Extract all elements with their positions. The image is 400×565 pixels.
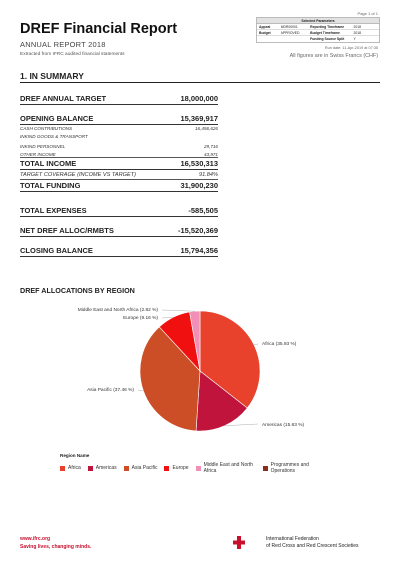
page-number: Page 1 of 1 [357,11,378,16]
extract-note: Extracted from IFRC audited financial statements [20,52,125,57]
param-key [257,36,281,42]
footer-slogan: Saving lives, changing minds. [20,544,92,550]
legend-swatch [263,466,268,471]
section-title: 1. IN SUMMARY [20,71,84,81]
pie-data-label: Asia Pacific (37.46 %) [87,388,134,393]
legend-swatch [88,466,93,471]
region-pie-chart [0,295,400,445]
legend-label: Asia Pacific [131,465,158,471]
org-name-line1: International Federation [266,536,319,542]
legend-swatch [60,466,65,471]
legend-item-asia-pacific [124,465,158,471]
row-label: OTHER INCOME [20,151,56,157]
legend-label: Americas [95,465,117,471]
row-label: INKIND GOODS & TRANSPORT [20,133,88,139]
param-value: 2018 [353,31,361,35]
row-value: -15,520,369 [177,226,218,235]
run-date: Run date: 11-Apr-2019 at 07:35 [324,46,378,50]
net-dref-row [20,225,218,237]
opening-balance-row [20,113,218,125]
row-label: OPENING BALANCE [20,114,94,123]
row-value: 91.84% [199,172,218,178]
param-value: Y [353,37,356,41]
row-label: INKIND PERSONNEL [20,144,66,149]
closing-balance-block [20,245,218,257]
row-value: 18,000,000 [180,94,218,103]
chart-title: DREF ALLOCATIONS BY REGION [20,286,135,295]
legend-title: Region Name [60,453,90,458]
pie-data-label: Americas (15.63 %) [262,423,305,428]
report-title: DREF Financial Report [20,21,178,37]
row-value: 16,530,313 [180,159,218,168]
param-value [281,36,311,42]
legend-swatch [164,466,169,471]
param-value: 2018 [353,25,361,29]
row-label: DREF ANNUAL TARGET [20,94,107,103]
param-key: Funding Source Split [310,37,345,41]
row-label: TOTAL EXPENSES [20,206,87,215]
pie-data-label: Middle East and North Africa (2.82 %) [77,308,158,313]
row-label: TARGET COVERAGE (INCOME VS TARGET) [20,172,137,178]
total-expenses-row [20,205,218,217]
pie-leader-line [254,344,258,345]
legend-label: Programmes and Operations [270,462,309,474]
legend-item-middle-east-and-north-africa [196,462,256,474]
net-dref-block [20,225,218,237]
param-key: Budget [259,31,271,35]
param-key: Budget Timeframe [310,31,340,35]
footer-url[interactable]: www.ifrc.org [20,536,51,542]
section-divider [20,82,380,83]
legend-label: Africa [68,465,81,471]
other-income-row [20,151,218,159]
cash-contributions-row [20,125,218,133]
pie-data-label: Europe (9.16 %) [123,316,158,321]
inkind-personnel-row [20,143,218,151]
row-label: TOTAL INCOME [20,159,77,168]
target-coverage-row [20,170,218,180]
expenses-block [20,205,218,217]
row-value: 15,794,356 [180,246,218,255]
param-row [257,36,379,42]
closing-balance-row [20,245,218,257]
param-key: Appeal [259,25,271,29]
annual-target-row [20,93,218,105]
legend-item-africa [60,465,81,471]
total-income-row [20,158,218,170]
row-value: 15,369,917 [180,114,218,123]
legend-item-americas [88,465,117,471]
legend-swatch [124,466,129,471]
currency-note: All figures are in Swiss Francs (CHF) [289,53,378,59]
legend-item-programmes-and-operations [263,462,323,474]
org-name-line2: of Red Cross and Red Crescent Societies [266,543,359,549]
row-label: NET DREF ALLOC/RMBTS [20,226,114,235]
legend-label: Europe [172,465,189,471]
row-value: 43,971 [203,151,218,157]
pie-leader-line [162,310,195,311]
legend-label: Middle East and North Africa [203,462,254,474]
chart-legend [60,462,330,474]
row-value: 29,716 [203,144,218,149]
param-value: MDR00001 [280,25,298,29]
param-key: Reporting Timeframe [310,25,345,29]
row-label: TOTAL FUNDING [20,181,81,190]
pie-leader-line [224,424,258,426]
legend-swatch [196,466,201,471]
row-label: CASH CONTRIBUTIONS [20,126,73,131]
row-value: 31,900,230 [180,181,218,190]
footer-organization [266,536,359,550]
row-label: CLOSING BALANCE [20,246,93,255]
param-value: APPROVED [280,31,300,35]
income-block [20,113,218,192]
ifrc-logo [232,534,264,551]
pie-data-label: Africa (35.93 %) [262,342,297,347]
inkind-goods-row [20,133,218,141]
pie-leader-line [138,390,143,391]
selected-parameters-table [256,17,380,43]
row-value: 16,456,626 [195,126,218,131]
selected-parameters-title: Selected Parameters [257,18,379,24]
total-funding-row [20,180,218,192]
report-subtitle: ANNUAL REPORT 2018 [20,40,106,49]
row-value: -585,505 [188,206,218,215]
annual-target-block [20,93,218,105]
legend-item-europe [164,465,188,471]
